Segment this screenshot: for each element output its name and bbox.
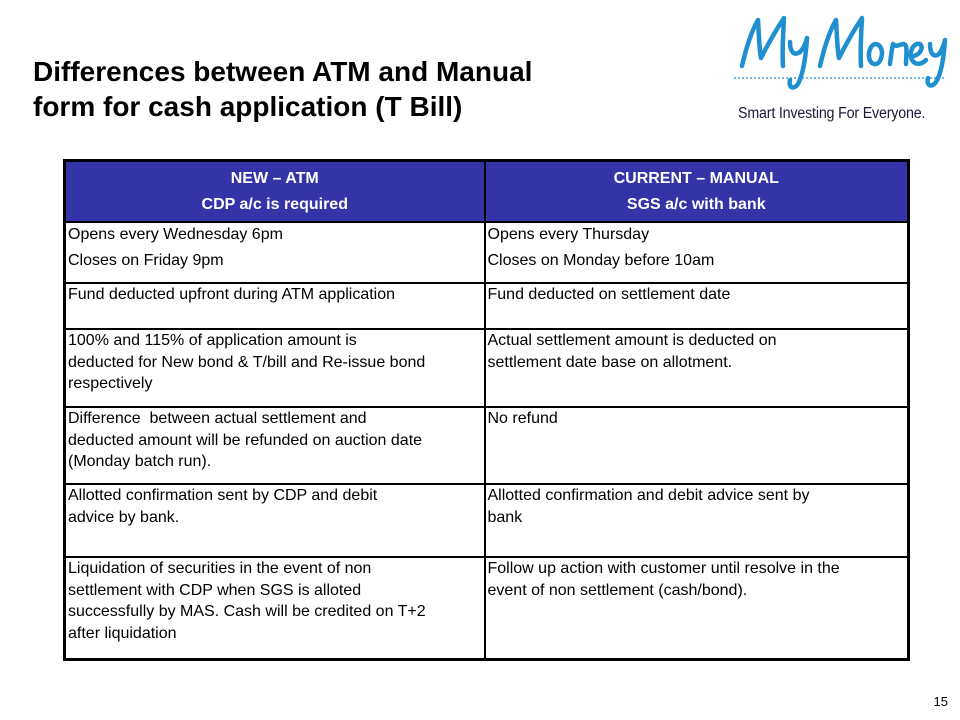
manual-cell [485, 329, 909, 407]
cell-line: Allotted confirmation and debit advice sent by [487, 487, 810, 504]
header-current-manual-title: CURRENT – MANUAL [613, 169, 779, 187]
header-new-atm [65, 161, 485, 223]
cell-line: Fund deducted upfront during ATM application [68, 286, 396, 303]
cell-line: Actual settlement amount is deducted on [487, 332, 777, 349]
cell-line: deducted for New bond & T/bill and Re-issue bond [68, 353, 426, 371]
table-row [65, 283, 909, 329]
manual-cell [485, 407, 909, 484]
page-title-line-1: Differences between ATM and Manual [33, 56, 533, 87]
atm-cell [65, 407, 485, 484]
table-row [65, 557, 909, 659]
cell-line: 100% and 115% of application amount is [68, 332, 357, 349]
cell-line: Fund deducted on settlement date [487, 286, 731, 303]
header-new-atm-title: NEW – ATM [230, 169, 319, 187]
my-money-logo [728, 8, 950, 130]
table-header-row [65, 161, 909, 223]
header-current-manual [485, 161, 909, 223]
table-row [65, 484, 909, 557]
comparison-table [63, 159, 910, 661]
my-money-wordmark-icon [728, 8, 950, 103]
page-title-line-2: form for cash application (T Bill) [33, 91, 463, 122]
manual-cell [485, 283, 909, 329]
manual-cell [485, 557, 909, 659]
cell-line: settlement with CDP when SGS is alloted [68, 581, 362, 599]
cell-line: settlement date base on allotment. [487, 353, 733, 371]
table-row [65, 407, 909, 484]
table-row [65, 222, 909, 283]
table-row [65, 329, 909, 407]
atm-cell [65, 222, 485, 283]
cell-line: deducted amount will be refunded on auction date [68, 431, 423, 449]
page-title [33, 54, 673, 124]
cell-line: Closes on Monday before 10am [487, 252, 715, 269]
cell-line: Opens every Thursday [487, 226, 650, 243]
manual-cell [485, 222, 909, 283]
header-new-atm-subtitle: CDP a/c is required [201, 195, 348, 213]
cell-line: (Monday batch run). [68, 453, 212, 470]
cell-line: bank [487, 508, 523, 526]
manual-cell [485, 484, 909, 557]
cell-line: event of non settlement (cash/bond). [487, 581, 748, 599]
atm-cell [65, 283, 485, 329]
cell-line: Allotted confirmation sent by CDP and debit [68, 487, 378, 504]
cell-line: Difference between actual settlement and [68, 410, 367, 427]
page-number: 15 [933, 694, 948, 709]
cell-line: Opens every Wednesday 6pm [68, 226, 283, 243]
cell-line: Liquidation of securities in the event of non [68, 560, 372, 577]
logo-tagline: Smart Investing For Everyone. [738, 105, 926, 122]
cell-line: successfully by MAS. Cash will be credited on T+2 [68, 603, 426, 620]
cell-line: No refund [487, 410, 558, 427]
cell-line: respectively [68, 375, 153, 392]
atm-cell [65, 484, 485, 557]
cell-line: Follow up action with customer until resolve in the [487, 560, 840, 577]
atm-cell [65, 557, 485, 659]
cell-line: after liquidation [68, 624, 177, 642]
cell-line: Closes on Friday 9pm [68, 252, 224, 269]
header-current-manual-subtitle: SGS a/c with bank [626, 195, 766, 213]
cell-line: advice by bank. [68, 508, 180, 526]
atm-cell [65, 329, 485, 407]
